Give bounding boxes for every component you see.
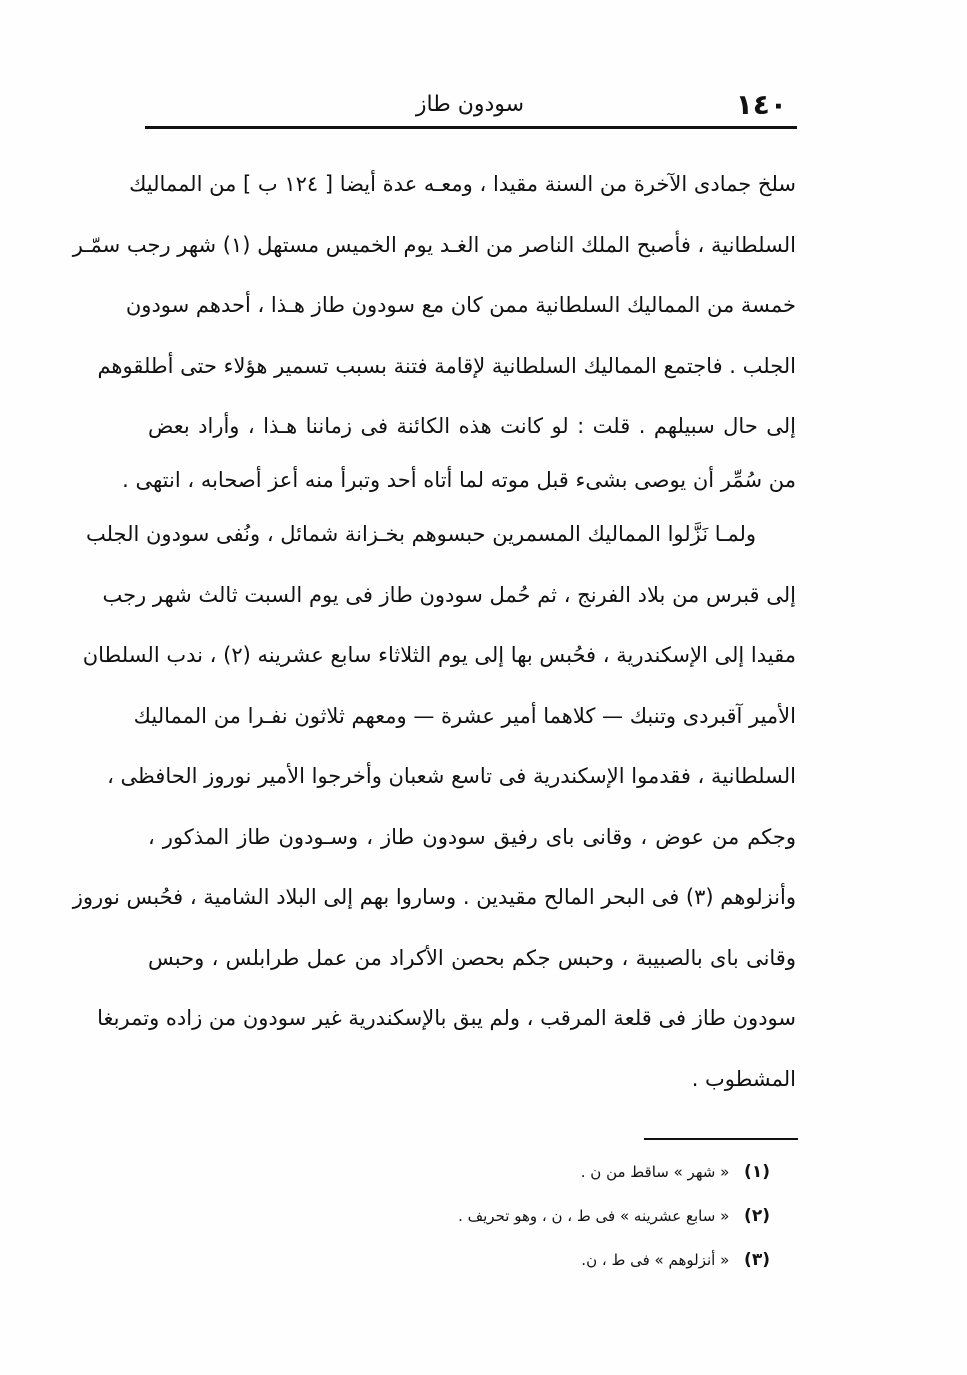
text-line: مقيدا إلى الإسكندرية ، فحُبس بها إلى يوم الثلاثاء سابع عشرينه (٢) ، ندب السلطان — [82, 643, 796, 667]
page-number: ١٤٠ — [735, 87, 787, 121]
text-line: وجكم من عوض ، وقانى باى رفيق سودون طاز ، وسـودون طاز المذكور ، — [148, 824, 796, 849]
text-line: وقانى باى بالصبيبة ، وحبس جكم بحصن الأكراد من عمل طرابلس ، وحبس — [148, 945, 796, 970]
footnotes — [300, 1158, 770, 1290]
text-line: خمسة من المماليك السلطانية ممن كان مع سودون طاز هـذا ، أحدهم سودون — [125, 293, 796, 317]
text-line: إلى حال سبيلهم . قلت : لو كانت هذه الكائنة فى زماننا هـذا ، وأراد بعض — [148, 414, 796, 438]
text-line: سودون طاز فى قلعة المرقب ، ولم يبق بالإسكندرية غير سودون من زاده وتمربغا — [97, 1006, 796, 1030]
footnote-text: « شهر » ساقط من ن . — [580, 1163, 730, 1181]
footnote — [300, 1202, 770, 1246]
footnote-mark: (٣) — [744, 1250, 770, 1270]
text-line: السلطانية ، فقدموا الإسكندرية فى تاسع شعبان وأخرجوا الأمير نوروز الحافظى ، — [107, 764, 796, 788]
text-line: المشطوب . — [691, 1066, 796, 1091]
text-line: ولمـا نَزَّلوا المماليك المسمرين حبسوهم بخـزانة شمائل ، ونُفى سودون الجلب — [85, 522, 756, 546]
footnote — [300, 1158, 770, 1202]
text-line: الأمير آقبردى وتنبك — كلاهما أمير عشرة — ومعهم ثلاثون نفـرا من المماليك — [133, 703, 796, 728]
text-line: الجلب . فاجتمع المماليك السلطانية لإقامة فتنة بسبب تسمير هؤلاء حتى أطلقوهم — [97, 353, 796, 378]
footnote-text: « أنزلوهم » فى ط ، ن. — [581, 1251, 730, 1269]
text-line: سلخ جمادى الآخرة من السنة مقيدا ، ومعـه عدة أيضا [ ١٢٤ ب ] من المماليك — [129, 172, 796, 196]
running-title: سودون طاز — [415, 92, 525, 117]
footnote-mark: (٢) — [744, 1206, 770, 1226]
footnote-rule — [644, 1138, 798, 1140]
header-rule — [145, 126, 797, 129]
text-line: من سُمِّر أن يوصى بشىء قبل موته لما أتاه أحد وتبرأ منه أعز أصحابه ، انتهى . — [122, 468, 796, 492]
footnote-text: « سابع عشرينه » فى ط ، ن ، وهو تحريف . — [458, 1207, 730, 1225]
footnote — [300, 1246, 770, 1290]
text-line: السلطانية ، فأصبح الملك الناصر من الغـد يوم الخميس مستهل (١) شهر رجب سمّـر — [72, 232, 796, 257]
page-header — [145, 84, 795, 124]
text-line: وأنزلوهم (٣) فى البحر المالح مقيدين . وساروا بهم إلى البلاد الشامية ، فحُبس نوروز — [72, 885, 796, 909]
footnote-mark: (١) — [744, 1162, 770, 1182]
text-line: إلى قبرس من بلاد الفرنج ، ثم حُمل سودون طاز فى يوم السبت ثالث شهر رجب — [102, 582, 796, 607]
body-text — [72, 168, 796, 1123]
